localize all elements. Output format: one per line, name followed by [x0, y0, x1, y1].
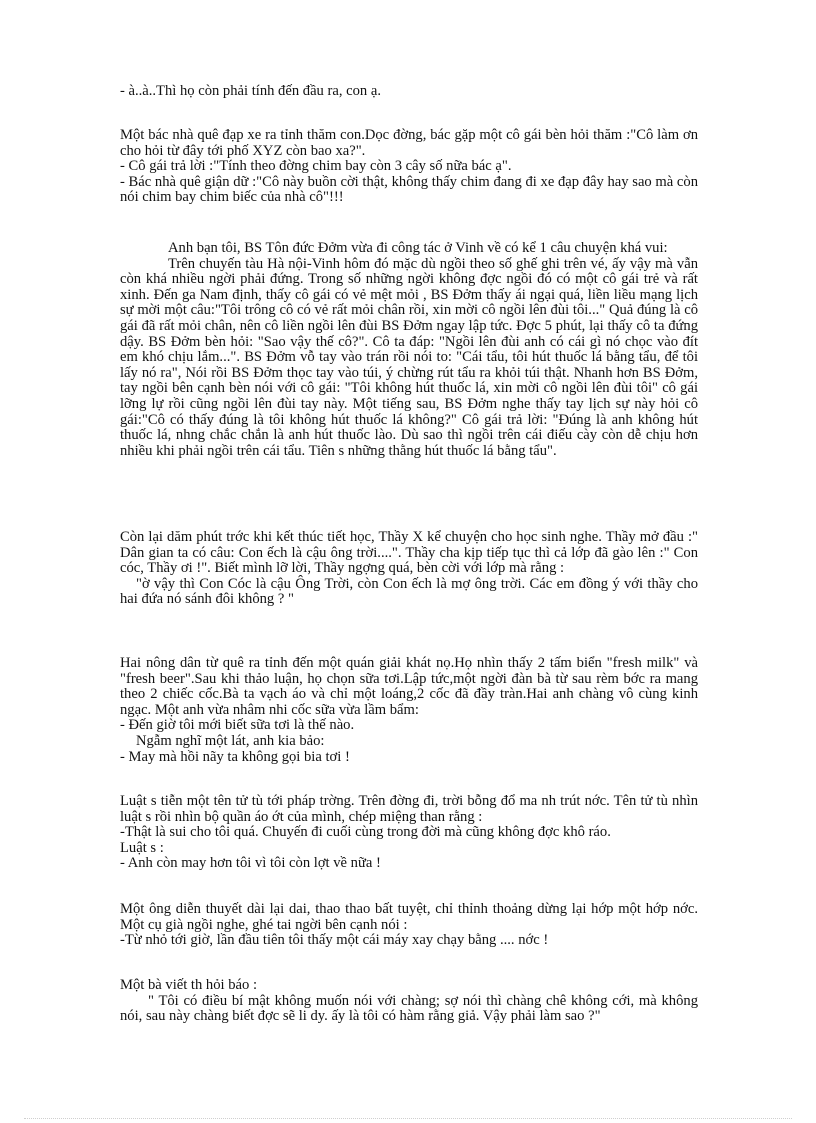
paragraph: -Từ nhỏ tới giờ, lần đầu tiên tôi thấy một cái máy xay chạy bằng .... nớc ! [120, 932, 549, 949]
paragraph: Một bác nhà quê đạp xe ra tỉnh thăm con.Dọc đờng, bác gặp một cô gái bèn hỏi thăm :"Cô làm ơn cho hỏi từ đây tới phố XYZ còn bao xa?". [120, 127, 698, 159]
paragraph: - May mà hồi nãy ta không gọi bia tơi ! [120, 748, 350, 765]
paragraph: - Đến giờ tôi mới biết sữa tơi là thế nào. [120, 717, 355, 734]
paragraph: - Bác nhà quê giận dữ :"Cô này buồn cời thật, không thấy chim đang đi xe đạp đây hay sao mà còn nói chim bay chim biếc của nhà cô"!!! [120, 173, 698, 206]
page-bottom-rule [24, 1118, 792, 1119]
paragraph: Luật s : [120, 839, 164, 856]
story-bicycle [120, 128, 698, 206]
story-train [120, 241, 698, 459]
story-teacher [120, 530, 698, 608]
paragraph: - Anh còn may hơn tôi vì tôi còn lợt về nữa ! [120, 855, 381, 872]
paragraph: " Tôi có điều bí mật không muốn nói với chàng; sợ nói thì chàng chê không cới, mà không nói, sau này chàng biết đợc sẽ li dy. ấy là tôi có hàm rằng giả. Vậy phải làm sao ?" [120, 992, 698, 1025]
paragraph: Một ông diễn thuyết dài lại dai, thao thao bất tuyệt, chỉ thỉnh thoảng dừng lại hớp một hớp nớc. Một cụ già ngồi nghe, ghé tai ngời bên cạnh nói : [120, 901, 698, 933]
paragraph: Trên chuyến tàu Hà nội-Vinh hôm đó mặc dù ngồi theo số ghế ghi trên vé, ấy vậy mà vẫn còn khá nhiều ngời phải đứng. Trong số những ngời không đợc ngồi đó có một cô gái trẻ và rất xinh. Đến ga Nam định, thấy cô gái có vẻ mệt mỏi , BS Đởm thấy ái ngại quá, liền liều mạng lịch sự mời một câu:"Tôi trông cô có vẻ rất mỏi chân rồi, xin mời cô ngồi lên đùi tôi..." Quả đúng là cô gái đã rất mỏi chân, nên cô liền ngồi lên đùi BS Đởm ngay lập tức. Đợc 5 phút, lại thấy cô ta đứng dậy. BS Đởm bèn hỏi: "Sao vậy thế cô?". Cô ta đáp: "Ngồi lên đùi anh có cái gì nó chọc vào đít em khó chịu lắm...". BS Đởm vỗ tay vào trán rồi nói to: "Cái tẩu, tôi hút thuốc lá bằng tẩu, để tôi lấy nó ra", Nói rồi BS Đởm thọc tay vào túi, ý chừng rút tẩu ra khỏi túi thật. Nhanh hơn BS Đởm, tay ngồi bên cạnh bèn nói với cô gái: "Tôi không hút thuốc lá, xin mời cô ngồi lên đùi tôi" cô gái lỡng lự rồi cũng ngồi lên đùi tay này. Một tiếng sau, BS Đởm nghe thấy tay lịch sự này hỏi cô gái:"Cô có thấy đúng là tôi không hút thuốc lá không?" Cô gái trả lời: "Đúng là anh không hút thuốc lá, nhng chắc chắn là anh hút thuốc lào. Dù sao thì ngồi trên cái điếu cày còn dễ chịu hơn nhiều khi phải ngồi trên cái tẩu. Tiên s những thằng hút thuốc lá bằng tẩu". [120, 255, 698, 459]
story-letter [120, 978, 698, 1025]
story-lawyer [120, 794, 698, 872]
paragraph: Luật s tiễn một tên tử tù tới pháp trờng. Trên đờng đi, trời bỗng đổ ma nh trút nớc. Tên tử tù nhìn luật s rồi nhìn bộ quần áo ớt của mình, chép miệng than rằng : [120, 793, 698, 825]
story-fresh-milk [120, 656, 698, 765]
paragraph: Một bà viết th hỏi báo : [120, 977, 258, 993]
paragraph: Hai nông dân từ quê ra tỉnh đến một quán giải khát nọ.Họ nhìn thấy 2 tấm biển "fresh milk" và "fresh beer".Sau khi thảo luận, họ chọn sữa tơi.Lập tức,một ngời đàn bà từ sau rèm bớc ra mang theo 2 chiếc cốc.Bà ta vạch áo và chỉ một loáng,2 cốc đã đầy tràn.Hai anh chàng vô cùng kinh ngạc. Một anh vừa nhâm nhi cốc sữa vừa lầm bẩm: [120, 655, 698, 718]
story-speaker [120, 902, 698, 949]
paragraph: - Cô gái trả lời :"Tính theo đờng chim bay còn 3 cây số nữa bác ạ". [120, 158, 512, 175]
paragraph: Còn lại dăm phút trớc khi kết thúc tiết học, Thầy X kể chuyện cho học sinh nghe. Thầy mở đầu :" Dân gian ta có câu: Con ếch là cậu ông trời....". Thầy cha kịp tiếp tục thì cả lớp đã gào lên :" Con cóc, Thầy ơi !". Biết mình lỡ lời, Thầy ngợng quá, bèn cời với lớp mà rằng : [120, 529, 698, 577]
paragraph: "ờ vậy thì Con Cóc là cậu Ông Trời, còn Con ếch là mợ ông trời. Các em đồng ý với thầy cho hai đứa nó sánh đôi không ? " [120, 575, 698, 608]
paragraph: -Thật là sui cho tôi quá. Chuyến đi cuối cùng trong đời mà cũng không đợc khô ráo. [120, 824, 611, 841]
paragraph: Ngẫm nghĩ một lát, anh kia bảo: [136, 732, 325, 749]
closing-line-previous-story [120, 84, 698, 100]
paragraph: Anh bạn tôi, BS Tôn đức Đởm vừa đi công tác ở Vinh về có kể 1 câu chuyện khá vui: [168, 240, 668, 256]
text-line: - à..à..Thì họ còn phải tính đến đầu ra, con ạ. [120, 83, 381, 99]
